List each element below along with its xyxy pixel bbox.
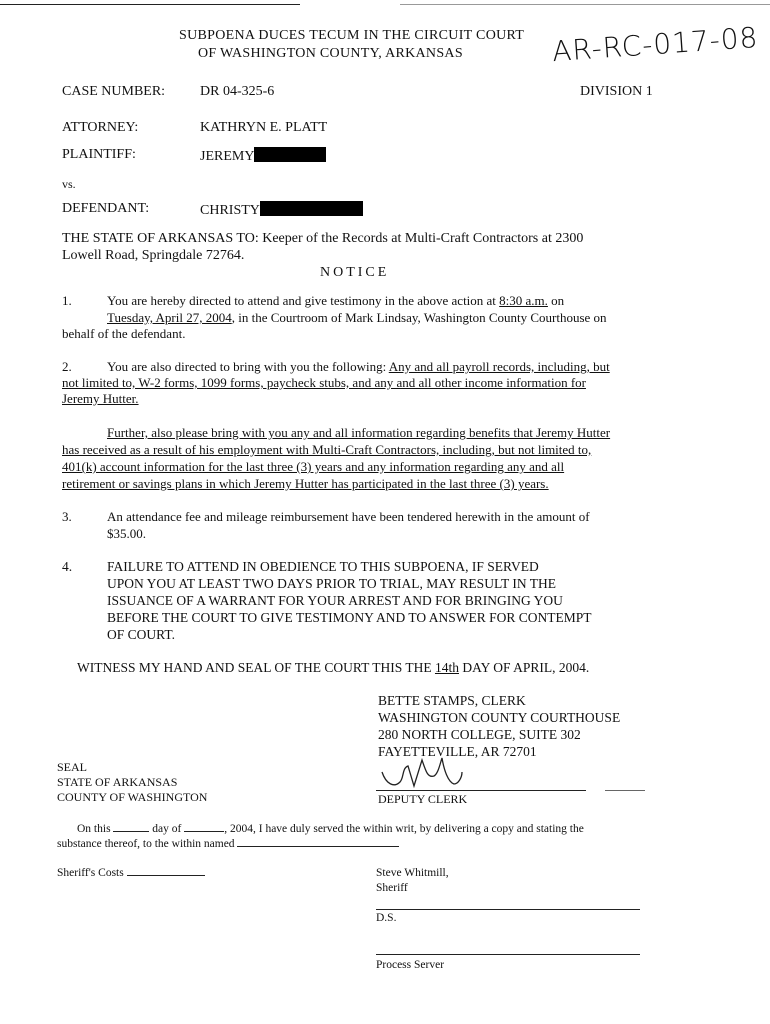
service-line-2 [57,837,399,852]
sheriff-costs [57,866,205,881]
defendant-label: DEFENDANT: [62,201,150,216]
service-text-c: , 2004, I have duly served the within writ, by delivering a copy and stating the [224,823,584,835]
deputy-clerk-label: DEPUTY CLERK [378,792,468,806]
served-name-blank[interactable] [237,846,399,847]
clerk-office: WASHINGTON COUNTY COURTHOUSE [378,710,621,725]
item-2-line-2: not limited to, W-2 forms, 1099 forms, paycheck stubs, and any and all other income information for [62,375,586,390]
item-2-records: Any and all payroll records, including, but [388,359,610,374]
appearance-date: Tuesday, April 27, 2004 [107,310,232,325]
seal-state: STATE OF ARKANSAS [57,775,178,789]
item-3-number: 3. [62,509,72,524]
item-1-number: 1. [62,293,72,308]
plaintiff-label: PLAINTIFF: [62,147,136,162]
clerk-name: BETTE STAMPS, CLERK [378,693,526,708]
deputy-signature-line-ext [605,790,645,791]
service-line-1 [77,822,584,837]
scan-edge-line [400,4,770,5]
item-2-line-1 [107,359,610,375]
redaction-bar [260,201,363,216]
item-2-text: You are also directed to bring with you the following: [107,359,389,374]
service-day-blank[interactable] [113,831,149,832]
item-4-line-1: FAILURE TO ATTEND IN OBEDIENCE TO THIS SUBPOENA, IF SERVED [107,559,539,574]
item-2-number: 2. [62,359,72,374]
ds-label: D.S. [376,912,397,924]
addressee-line-1: THE STATE OF ARKANSAS TO: Keeper of the Records at Multi-Craft Contractors at 2300 [62,231,584,246]
item-2b-line-4: retirement or savings plans in which Jeremy Hutter has participated in the last three (3) years. [62,476,549,491]
process-server-label: Process Server [376,959,445,971]
ds-signature-line [376,909,640,910]
service-text-a: On this [77,823,114,835]
service-text-d: substance thereof, to the within named [57,838,238,850]
defendant-first-name: CHRISTY [200,203,260,218]
item-2b-line-3: 401(k) account information for the last three (3) years and any information regarding any and all [62,459,565,474]
item-4-line-3: ISSUANCE OF A WARRANT FOR YOUR ARREST AND FOR BRINGING YOU [107,593,563,608]
item-2-line-3: Jeremy Hutter. [62,391,139,406]
witness-line [77,660,589,676]
item-2b-line-1: Further, also please bring with you any and all information regarding benefits that Jeremy Hutter [107,425,611,440]
clerk-address: 280 NORTH COLLEGE, SUITE 302 [378,727,581,742]
item-4-line-5: OF COURT. [107,627,175,642]
service-month-blank[interactable] [184,831,224,832]
deputy-signature [378,748,478,792]
handwritten-document-id: AR-RC-017-08 [551,20,760,69]
case-number: DR 04-325-6 [200,84,275,99]
addressee-line-2: Lowell Road, Springdale 72764. [62,248,245,263]
deputy-signature-line [376,790,586,791]
appearance-time: 8:30 a.m. [499,293,548,308]
item-2b-line-2: has received as a result of his employment with Multi-Craft Contractors, including, but not limited to, [62,442,592,457]
item-3-line-2: $35.00. [107,526,146,541]
plaintiff-first-name: JEREMY [200,149,255,164]
process-server-line [376,954,640,955]
redaction-bar [254,147,326,162]
item-3-line-1: An attendance fee and mileage reimbursement have been tendered herewith in the amount of [107,509,590,524]
notice-heading: NOTICE [320,265,390,280]
seal-label: SEAL [57,760,87,774]
item-1-line-2 [107,310,607,326]
witness-month-year: DAY OF APRIL, 2004. [458,660,590,675]
sheriff-costs-blank[interactable] [127,875,205,876]
item-1-line-3: behalf of the defendant. [62,326,186,341]
scan-edge-line [0,4,300,5]
item-1-on: on [547,293,565,308]
item-1-location: , in the Courtroom of Mark Lindsay, Washington County Courthouse on [231,310,607,325]
court-title-line-1: SUBPOENA DUCES TECUM IN THE CIRCUIT COURT [179,28,525,43]
item-4-number: 4. [62,559,73,574]
witness-text: WITNESS MY HAND AND SEAL OF THE COURT THIS THE [77,660,435,675]
case-number-label: CASE NUMBER: [62,84,166,99]
clerk-city: FAYETTEVILLE, AR 72701 [378,744,537,759]
witness-day: 14th [434,660,459,675]
attorney-name: KATHRYN E. PLATT [200,120,328,135]
item-4-line-4: BEFORE THE COURT TO GIVE TESTIMONY AND TO ANSWER FOR CONTEMPT [107,610,592,625]
court-title-line-2: OF WASHINGTON COUNTY, ARKANSAS [198,46,463,61]
sheriff-costs-label: Sheriff's Costs [57,867,127,879]
item-1-text: You are hereby directed to attend and give testimony in the above action at [107,293,500,308]
item-1-line-1 [107,293,564,309]
item-4-line-2: UPON YOU AT LEAST TWO DAYS PRIOR TO TRIAL, MAY RESULT IN THE [107,576,556,591]
versus: vs. [62,177,76,191]
plaintiff-name [200,147,326,165]
division: DIVISION 1 [580,84,653,99]
defendant-name [200,201,363,219]
seal-county: COUNTY OF WASHINGTON [57,790,208,804]
service-text-b: day of [149,823,185,835]
sheriff-name: Steve Whitmill, [376,867,449,879]
sheriff-title: Sheriff [376,882,408,894]
attorney-label: ATTORNEY: [62,120,139,135]
